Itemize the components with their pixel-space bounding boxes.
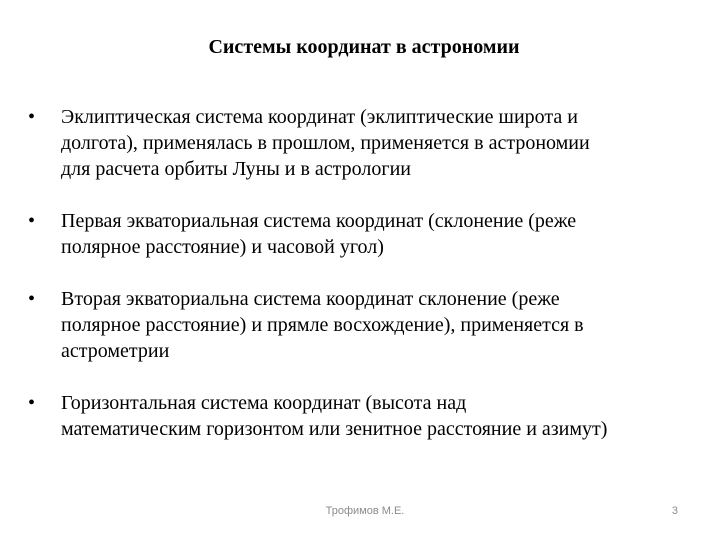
bullet-marker: • — [28, 392, 36, 414]
bullet-line: Вторая экваториальна система координат склонение (реже — [61, 288, 560, 310]
bullet-text — [61, 104, 678, 182]
footer-author: Трофимов М.Е. — [325, 505, 405, 517]
slide-title: Системы координат в астрономии — [208, 36, 520, 58]
bullet-line: для расчета орбиты Луны и в астрологии — [61, 158, 411, 180]
bullet-item — [28, 286, 678, 364]
bullet-text — [61, 390, 678, 442]
bullet-item — [28, 104, 678, 182]
bullet-line: долгота), применялась в прошлом, применяется в астрономии — [61, 132, 590, 154]
bullet-list — [28, 104, 678, 442]
bullet-marker: • — [28, 288, 36, 310]
bullet-line: математическим горизонтом или зенитное расстояние и азимут) — [61, 418, 608, 440]
bullet-line: полярное расстояние) и часовой угол) — [61, 236, 384, 258]
bullet-line: Первая экваториальная система координат (склонение (реже — [61, 210, 577, 232]
bullet-item — [28, 390, 678, 442]
bullet-line: полярное расстояние) и прямле восхождение), применяется в — [61, 314, 584, 336]
bullet-text — [61, 286, 678, 364]
bullet-line: Горизонтальная система координат (высота над — [61, 392, 467, 414]
bullet-text — [61, 208, 678, 260]
page-number: 3 — [671, 505, 678, 517]
bullet-marker: • — [28, 210, 36, 232]
bullet-item — [28, 208, 678, 260]
bullet-line: Эклиптическая система координат (эклиптические широта и — [61, 106, 578, 128]
bullet-marker: • — [28, 106, 36, 128]
bullet-line: астрометрии — [61, 340, 170, 362]
